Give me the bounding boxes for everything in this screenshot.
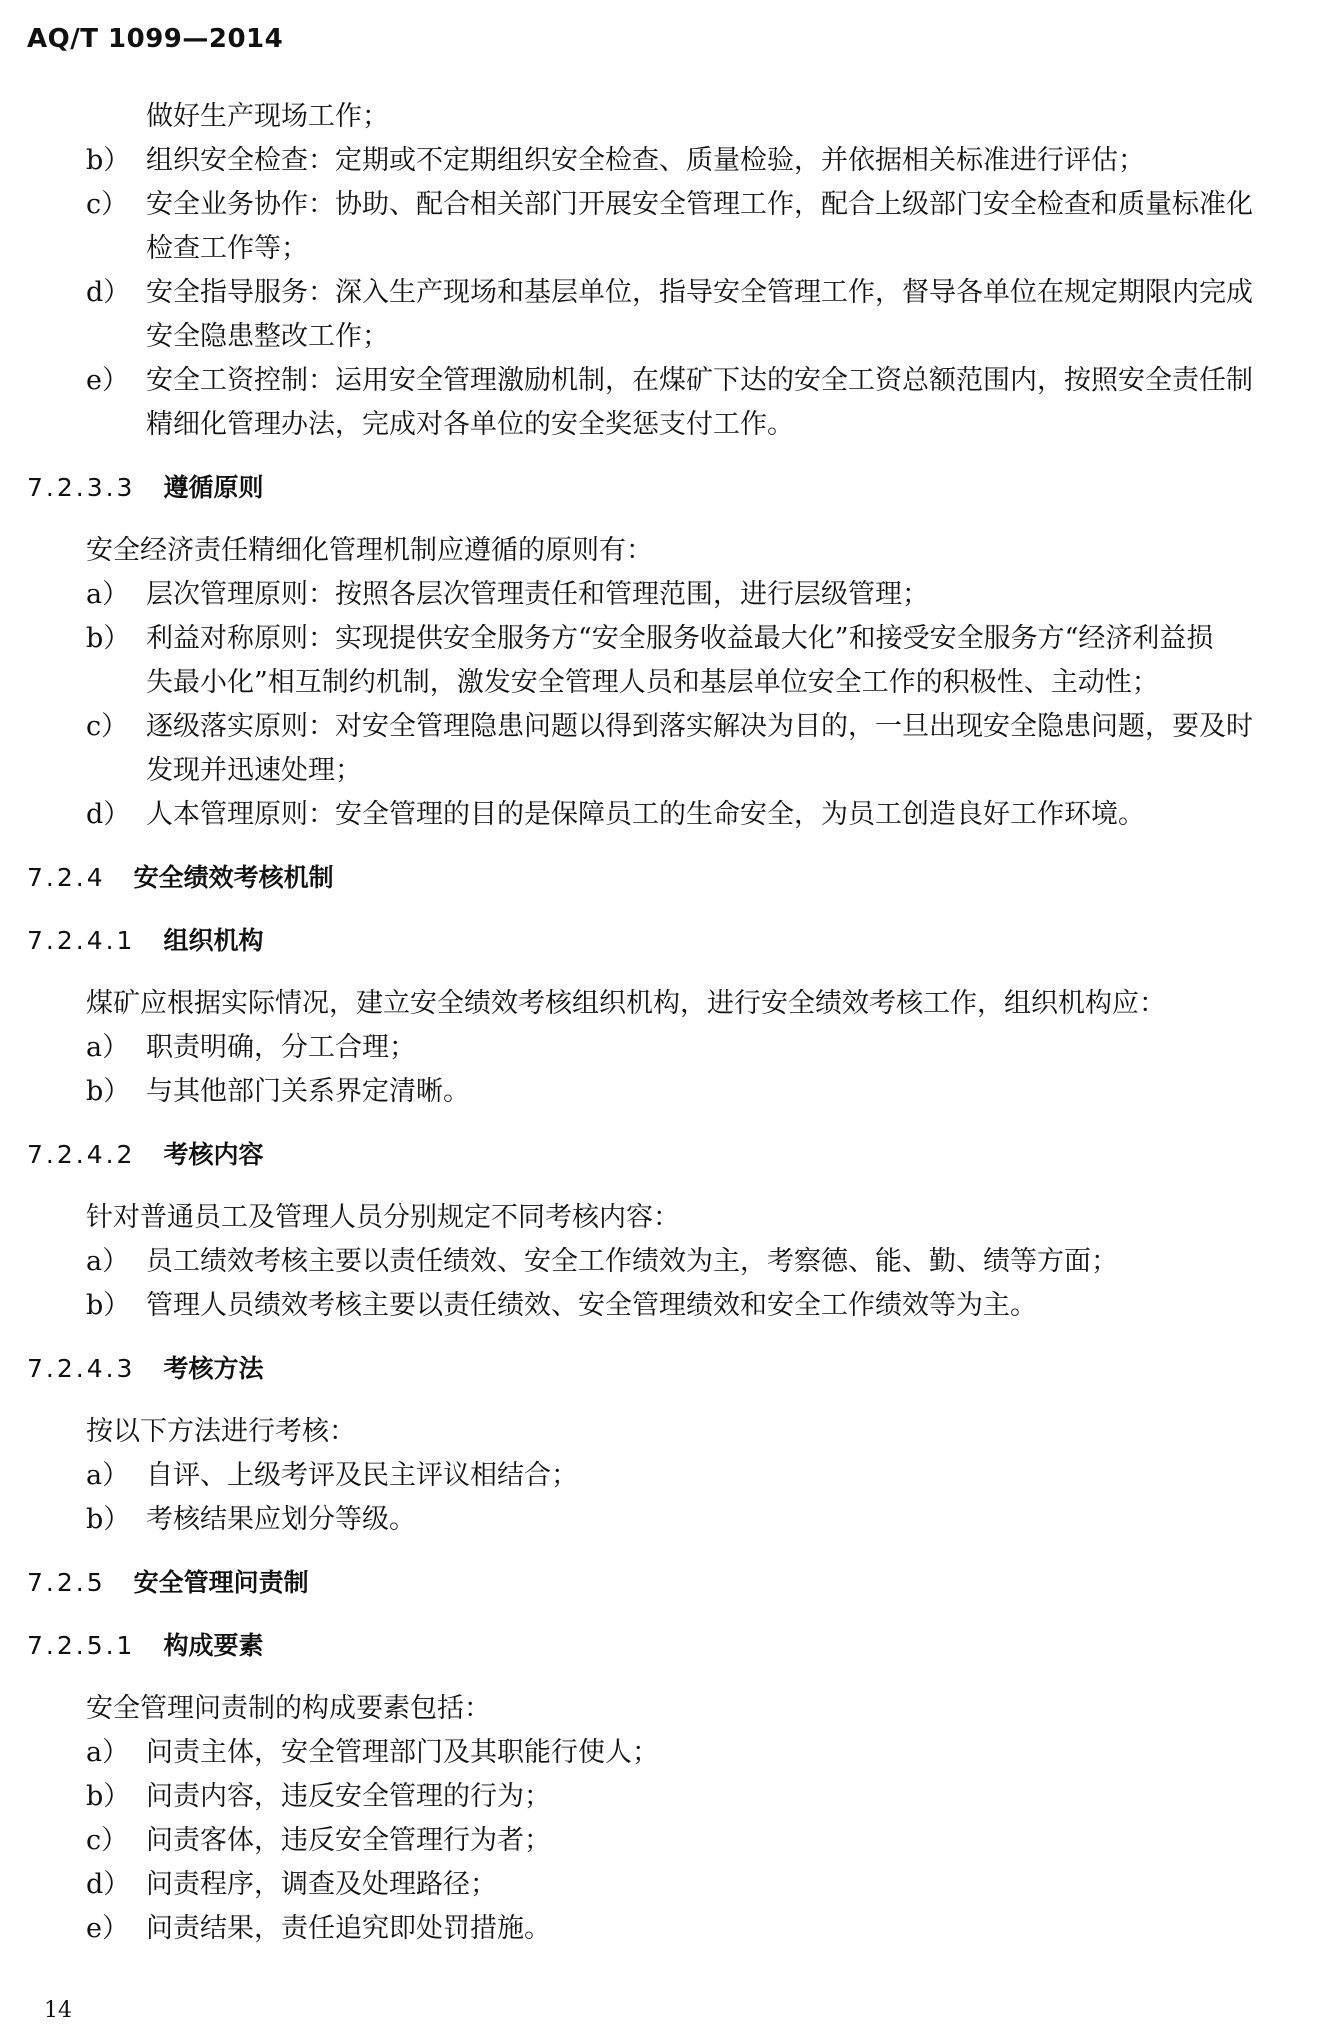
paragraph bbox=[0, 982, 1335, 1026]
section-number: 7.2.5.1 bbox=[27, 1631, 136, 1660]
list-item-text: 问责程序，调查及处理路径； bbox=[146, 1869, 497, 1900]
list-item-label: a） bbox=[86, 579, 130, 610]
list-item-label: c） bbox=[86, 189, 129, 220]
list-item-label: d） bbox=[86, 1869, 131, 1900]
continuation-text: 检查工作等； bbox=[146, 233, 308, 264]
list-item bbox=[0, 359, 1335, 403]
list-item-continuation bbox=[0, 661, 1335, 705]
list-item-label: d） bbox=[86, 277, 131, 308]
list-item bbox=[0, 139, 1335, 183]
list-item bbox=[0, 1775, 1335, 1819]
list-item-text: 员工绩效考核主要以责任绩效、安全工作绩效为主，考察德、能、勤、绩等方面； bbox=[146, 1246, 1118, 1277]
list-item bbox=[0, 1454, 1335, 1498]
list-item-text: 自评、上级考评及民主评议相结合； bbox=[146, 1460, 578, 1491]
list-item bbox=[0, 1907, 1335, 1951]
list-item bbox=[0, 793, 1335, 837]
paragraph-text: 煤矿应根据实际情况，建立安全绩效考核组织机构，进行安全绩效考核工作，组织机构应： bbox=[86, 988, 1166, 1019]
section-heading-content bbox=[27, 919, 263, 963]
list-item-text: 问责内容，违反安全管理的行为； bbox=[146, 1781, 551, 1812]
list-item bbox=[0, 271, 1335, 315]
section-number: 7.2.3.3 bbox=[27, 473, 136, 502]
section-heading bbox=[0, 919, 1335, 963]
section-title: 组织机构 bbox=[163, 926, 264, 955]
list-item bbox=[0, 1819, 1335, 1863]
list-item-text: 安全业务协作：协助、配合相关部门开展安全管理工作，配合上级部门安全检查和质量标准化 bbox=[146, 189, 1253, 220]
list-item-label: b） bbox=[86, 623, 131, 654]
paragraph bbox=[0, 1687, 1335, 1731]
list-item-text: 管理人员绩效考核主要以责任绩效、安全管理绩效和安全工作绩效等为主。 bbox=[146, 1290, 1037, 1321]
section-heading-content bbox=[27, 1624, 263, 1668]
list-item bbox=[0, 1026, 1335, 1070]
section-heading-content bbox=[27, 1133, 263, 1177]
list-item-label: a） bbox=[86, 1032, 130, 1063]
list-item-text: 职责明确，分工合理； bbox=[146, 1032, 416, 1063]
section-title: 考核内容 bbox=[163, 1140, 264, 1169]
page-number: 14 bbox=[44, 1998, 72, 2023]
list-item-continuation bbox=[0, 403, 1335, 447]
list-item-text: 层次管理原则：按照各层次管理责任和管理范围，进行层级管理； bbox=[146, 579, 929, 610]
list-item-label: b） bbox=[86, 145, 131, 176]
list-item-continuation bbox=[0, 749, 1335, 793]
list-item bbox=[0, 1284, 1335, 1328]
section-number: 7.2.4.3 bbox=[27, 1354, 136, 1383]
section-heading-content bbox=[27, 856, 334, 900]
list-item-continuation bbox=[0, 95, 1335, 139]
list-item-label: b） bbox=[86, 1076, 131, 1107]
list-item-text: 安全指导服务：深入生产现场和基层单位，指导安全管理工作，督导各单位在规定期限内完成 bbox=[146, 277, 1253, 308]
section-title: 考核方法 bbox=[163, 1354, 264, 1383]
section-heading bbox=[0, 1561, 1335, 1605]
list-item-text: 逐级落实原则：对安全管理隐患问题以得到落实解决为目的，一旦出现安全隐患问题，要及时 bbox=[146, 711, 1253, 742]
list-item-text: 问责结果，责任追究即处罚措施。 bbox=[146, 1913, 551, 1944]
section-heading-content bbox=[27, 1347, 263, 1391]
list-item-text: 利益对称原则：实现提供安全服务方“安全服务收益最大化”和接受安全服务方“经济利益损 bbox=[146, 623, 1214, 654]
section-heading-content bbox=[27, 1561, 309, 1605]
list-item bbox=[0, 617, 1335, 661]
list-item-continuation bbox=[0, 227, 1335, 271]
list-item-text: 问责客体，违反安全管理行为者； bbox=[146, 1825, 551, 1856]
section-title: 安全管理问责制 bbox=[133, 1568, 309, 1597]
continuation-text: 安全隐患整改工作； bbox=[146, 321, 389, 352]
section-number: 7.2.4 bbox=[27, 863, 106, 892]
section-number: 7.2.4.2 bbox=[27, 1140, 136, 1169]
section-heading bbox=[0, 1624, 1335, 1668]
section-title: 安全绩效考核机制 bbox=[133, 863, 334, 892]
list-item bbox=[0, 183, 1335, 227]
paragraph bbox=[0, 1196, 1335, 1240]
list-item-label: c） bbox=[86, 711, 129, 742]
paragraph-text: 安全管理问责制的构成要素包括： bbox=[86, 1693, 491, 1724]
section-title: 遵循原则 bbox=[163, 473, 264, 502]
list-item bbox=[0, 1731, 1335, 1775]
list-item bbox=[0, 573, 1335, 617]
list-item bbox=[0, 705, 1335, 749]
paragraph bbox=[0, 529, 1335, 573]
section-heading bbox=[0, 466, 1335, 510]
list-item-label: a） bbox=[86, 1460, 130, 1491]
paragraph-text: 安全经济责任精细化管理机制应遵循的原则有： bbox=[86, 535, 653, 566]
list-item-label: a） bbox=[86, 1246, 130, 1277]
section-number: 7.2.5 bbox=[27, 1568, 106, 1597]
list-item-text: 考核结果应划分等级。 bbox=[146, 1504, 416, 1535]
section-heading bbox=[0, 1133, 1335, 1177]
list-item bbox=[0, 1240, 1335, 1284]
section-title: 构成要素 bbox=[163, 1631, 264, 1660]
continuation-text: 做好生产现场工作； bbox=[146, 101, 389, 132]
list-item-text: 安全工资控制：运用安全管理激励机制，在煤矿下达的安全工资总额范围内，按照安全责任制 bbox=[146, 365, 1253, 396]
list-item-label: b） bbox=[86, 1504, 131, 1535]
list-item-label: b） bbox=[86, 1290, 131, 1321]
standard-code-header: AQ/T 1099—2014 bbox=[27, 24, 284, 54]
list-item-label: a） bbox=[86, 1737, 130, 1768]
continuation-text: 失最小化”相互制约机制，激发安全管理人员和基层单位安全工作的积极性、主动性； bbox=[146, 667, 1159, 698]
list-item-text: 人本管理原则：安全管理的目的是保障员工的生命安全，为员工创造良好工作环境。 bbox=[146, 799, 1145, 830]
list-item-label: b） bbox=[86, 1781, 131, 1812]
continuation-text: 发现并迅速处理； bbox=[146, 755, 362, 786]
list-item-label: e） bbox=[86, 365, 129, 396]
paragraph-text: 按以下方法进行考核： bbox=[86, 1416, 356, 1447]
list-item bbox=[0, 1863, 1335, 1907]
list-item-continuation bbox=[0, 315, 1335, 359]
list-item-text: 问责主体，安全管理部门及其职能行使人； bbox=[146, 1737, 659, 1768]
section-heading-content bbox=[27, 466, 263, 510]
list-item-label: d） bbox=[86, 799, 131, 830]
paragraph-text: 针对普通员工及管理人员分别规定不同考核内容： bbox=[86, 1202, 680, 1233]
section-heading bbox=[0, 1347, 1335, 1391]
list-item-text: 组织安全检查：定期或不定期组织安全检查、质量检验，并依据相关标准进行评估； bbox=[146, 145, 1145, 176]
paragraph bbox=[0, 1410, 1335, 1454]
list-item-label: e） bbox=[86, 1913, 129, 1944]
list-item-text: 与其他部门关系界定清晰。 bbox=[146, 1076, 470, 1107]
continuation-text: 精细化管理办法，完成对各单位的安全奖惩支付工作。 bbox=[146, 409, 794, 440]
list-item bbox=[0, 1498, 1335, 1542]
section-number: 7.2.4.1 bbox=[27, 926, 136, 955]
section-heading bbox=[0, 856, 1335, 900]
list-item bbox=[0, 1070, 1335, 1114]
list-item-label: c） bbox=[86, 1825, 129, 1856]
